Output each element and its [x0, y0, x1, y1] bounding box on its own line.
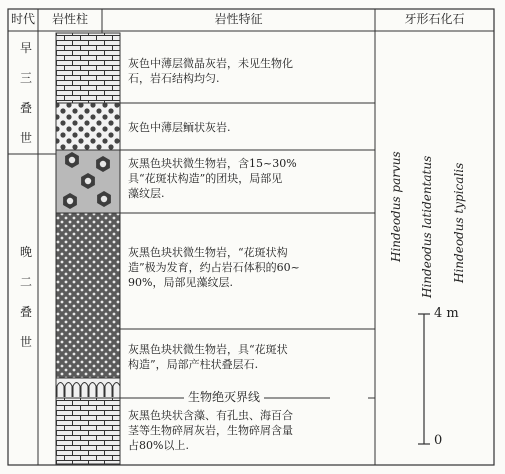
period-early-triassic: 早 三 叠 世: [19, 41, 32, 145]
desc-bed-4: 灰黑色块状微生物岩，“花斑状构 造”极为发育，约占岩石体积的60~ 90%，局部见藻纹层.: [128, 246, 300, 289]
fossil-hindeodus-typicalis: Hindeodus typicalis: [452, 162, 466, 283]
bed-brick-top: [56, 33, 120, 103]
fossil-hindeodus-parvus: Hindeodus parvus: [389, 151, 403, 262]
desc-bed-3: 灰黑色块状微生物岩，含15~30% 具“花斑状构造”的团块，局部见 藻纹层.: [128, 157, 297, 200]
period-late-permian: 晚 二 叠 世: [19, 245, 32, 349]
desc-bed-6: 灰黑色块状含藻、有孔虫、海百合 茎等生物碎屑灰岩，生物碎屑含量 占80%以上.: [128, 409, 293, 452]
desc-bed-5: 灰黑色块状微生物岩，具“花斑状 构造”，局部产柱状叠层石.: [128, 343, 288, 371]
stromatolite-arches: [56, 378, 120, 398]
extinction-boundary-label: 生物绝灭界线: [184, 388, 264, 405]
header-features: 岩性特征: [214, 12, 263, 26]
header-fossils: 牙形石化石: [404, 12, 465, 26]
header-period: 时代: [10, 12, 35, 26]
fossil-hindeodus-latidentatus: Hindeodus latidentatus: [420, 155, 434, 298]
bed-oolitic: [56, 103, 120, 150]
bed-dense-flower: [56, 213, 120, 378]
desc-bed-2: 灰色中薄层鲕状灰岩.: [128, 121, 231, 134]
scale-label-bottom: 0: [434, 433, 443, 448]
header-lithology: 岩性柱: [51, 12, 88, 26]
desc-bed-1: 灰色中薄层微晶灰岩，未见生物化 石，岩石结构均匀.: [128, 57, 293, 85]
bed-brick-bottom: [56, 398, 120, 464]
scale-label-top: 4 m: [434, 306, 459, 321]
